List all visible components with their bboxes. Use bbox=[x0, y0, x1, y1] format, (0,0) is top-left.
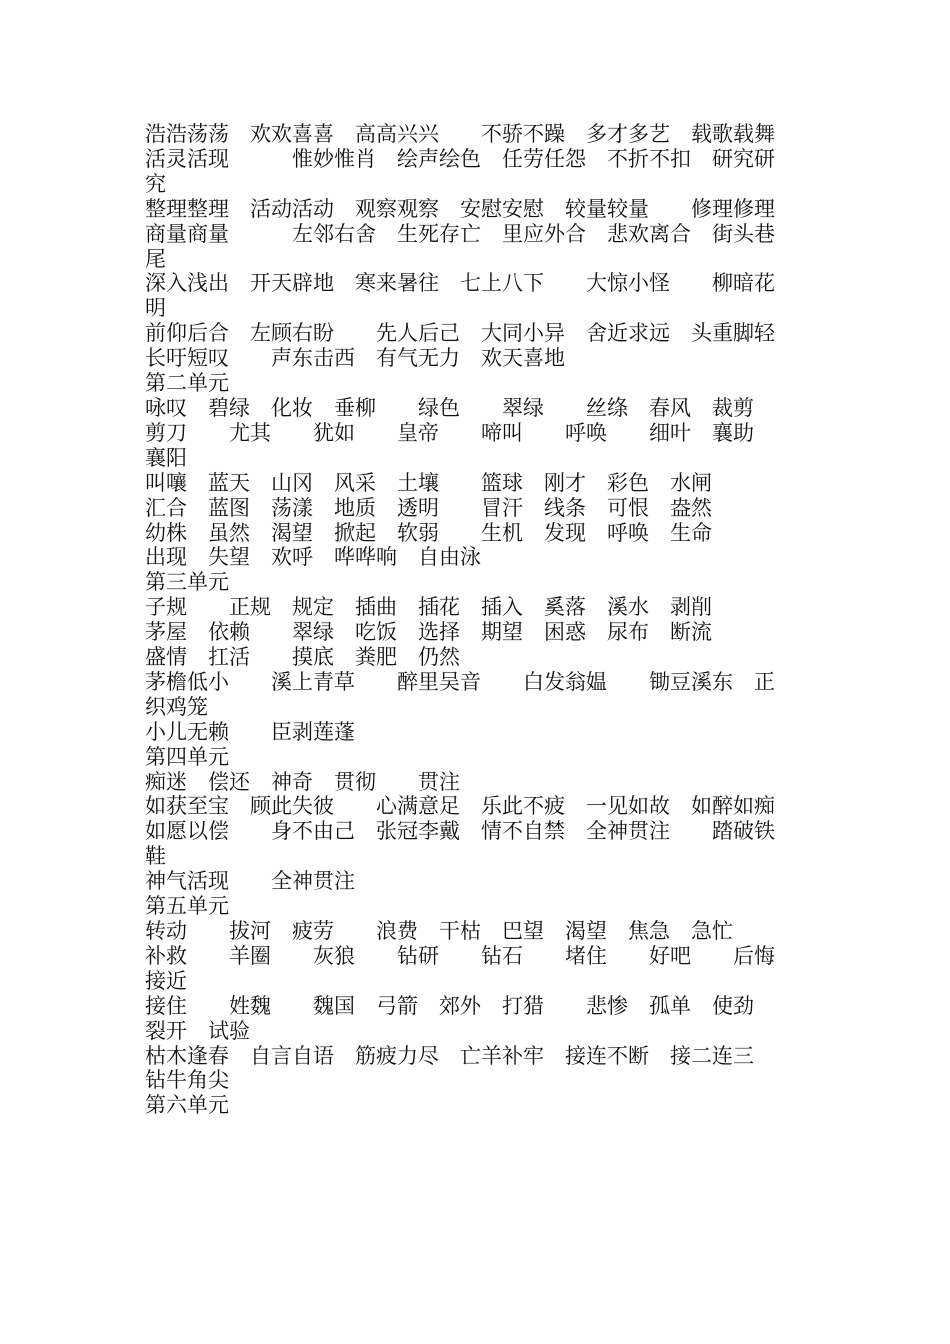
text-line: 枯木逢春 自言自语 筋疲力尽 亡羊补牢 接连不断 接二连三 钻牛角尖 bbox=[145, 1043, 775, 1093]
text-line: 小儿无赖 臣剥莲蓬 bbox=[145, 719, 355, 744]
text-line: 子规 正规 规定 插曲 插花 插入 奚落 溪水 剥削 bbox=[145, 595, 712, 620]
text-line: 汇合 蓝图 荡漾 地质 透明 冒汗 线条 可恨 盎然 bbox=[145, 495, 712, 520]
document-body bbox=[145, 122, 817, 1118]
section-heading: 第五单元 bbox=[145, 894, 229, 919]
section-heading: 第三单元 bbox=[145, 570, 229, 595]
text-line: 如愿以偿 身不由己 张冠李戴 情不自禁 全神贯注 踏破铁鞋 bbox=[145, 819, 775, 869]
text-line: 补救 羊圈 灰狼 钻研 钻石 堵住 好吧 后悔 接近 bbox=[145, 943, 817, 993]
text-line: 转动 拔河 疲劳 浪费 干枯 巴望 渴望 焦急 急忙 bbox=[145, 919, 733, 943]
section-heading: 第二单元 bbox=[145, 371, 229, 396]
section-heading: 第四单元 bbox=[145, 744, 229, 769]
text-line: 神气活现 全神贯注 bbox=[145, 869, 355, 894]
text-line: 整理整理 活动活动 观察观察 安慰安慰 较量较量 修理修理 bbox=[145, 196, 775, 221]
text-line: 茅檐低小 溪上青草 醉里吴音 白发翁媪 锄豆溪东 正织鸡笼 bbox=[145, 669, 775, 719]
section-heading: 第六单元 bbox=[145, 1093, 229, 1118]
text-line: 盛情 扛活 摸底 粪肥 仍然 bbox=[145, 645, 460, 670]
text-line: 前仰后合 左顾右盼 先人后己 大同小异 舍近求远 头重脚轻 bbox=[145, 321, 775, 346]
text-line: 如获至宝 顾此失彼 心满意足 乐此不疲 一见如故 如醉如痴 bbox=[145, 794, 775, 819]
text-line: 咏叹 碧绿 化妆 垂柳 绿色 翠绿 丝绦 春风 裁剪 剪刀 尤其 犹如 皇帝 啼叫 呼唤 细叶 襄助 襄阳 bbox=[145, 395, 775, 470]
text-line: 茅屋 依赖 翠绿 吃饭 选择 期望 困惑 尿布 断流 bbox=[145, 620, 712, 645]
text-line: 深入浅出 开天辟地 寒来暑往 七上八下 大惊小怪 柳暗花明 bbox=[145, 271, 775, 321]
text-line: 长吁短叹 声东击西 有气无力 欢天喜地 bbox=[145, 346, 565, 371]
text-line: 叫嚷 蓝天 山冈 风采 土壤 篮球 刚才 彩色 水闸 bbox=[145, 470, 712, 495]
text-line: 幼株 虽然 渴望 掀起 软弱 生机 发现 呼唤 生命 bbox=[145, 520, 712, 545]
text-line: 活灵活现 惟妙惟肖 绘声绘色 任劳任怨 不折不扣 研究研究 bbox=[145, 146, 775, 196]
text-line: 浩浩荡荡 欢欢喜喜 高高兴兴 不骄不躁 多才多艺 载歌载舞 bbox=[145, 122, 775, 146]
text-line: 痴迷 偿还 神奇 贯彻 贯注 bbox=[145, 769, 460, 794]
text-line: 接住 姓魏 魏国 弓箭 郊外 打猎 悲惨 孤单 使劲 裂开 试验 bbox=[145, 993, 775, 1043]
text-line: 出现 失望 欢呼 哗哗响 自由泳 bbox=[145, 545, 481, 570]
text-line: 商量商量 左邻右舍 生死存亡 里应外合 悲欢离合 街头巷尾 bbox=[145, 221, 775, 271]
